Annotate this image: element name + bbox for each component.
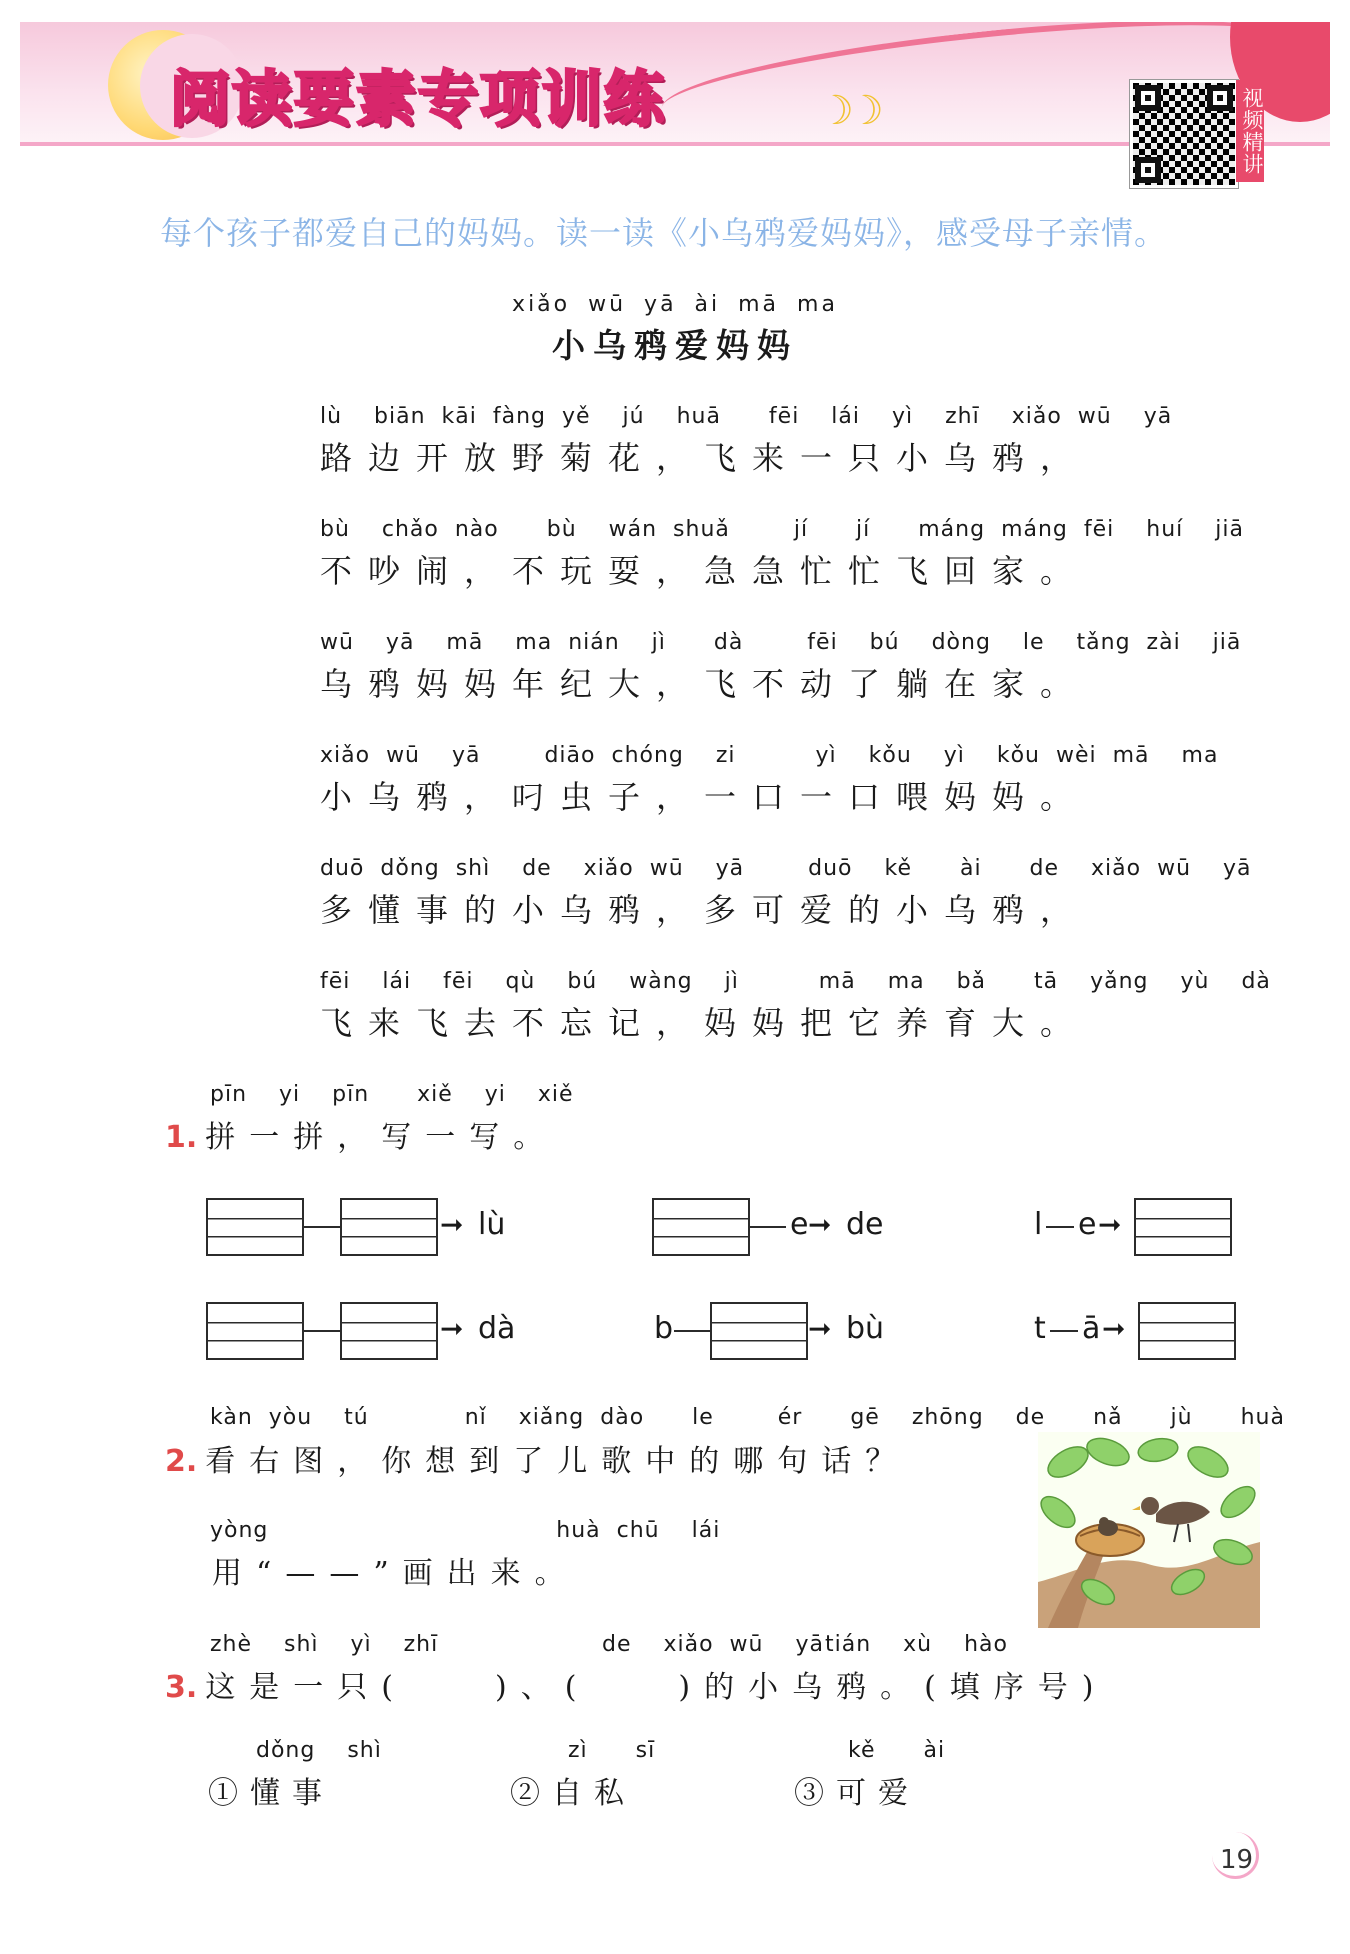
writing-box[interactable] — [206, 1198, 304, 1256]
workbook-page: 阅读要素专项训练 ☽☽ 视频精讲 每个孩子都爱自己的妈妈。读一读《小乌鸦爱妈妈》，感受母子亲情。 xiǎo wū yā ài mā ma 小乌鸦爱妈妈 lù biān kāi fàng yě jú huā fēi lái yì zhī xiǎo wū yā 路边开放野菊花，飞来一只小乌鸦， bù chǎo nào bù wán shuǎ jí jí máng máng fēi huí jiā 不吵闹，不玩耍，急急忙忙飞回家。 wū yā mā ma nián jì dà fēi bú dòng le tǎng zài jiā 乌鸦妈妈年纪大，飞不动了躺在家。 xiǎo wū yā diāo chóng zi yì kǒu yì kǒu wèi mā ma 小乌鸦，叼虫子，一口一口喂妈妈。 duō dǒng shì de xiǎo wū yā duō kě ài de xiǎo wū yā 多懂事的小乌鸦，多可爱的小乌鸦， fēi lái fēi qù bú wàng jì mā ma bǎ tā yǎng yù dà 飞来飞去不忘记，妈妈把它养育大。 pīn yi pīn xiě yi xiě 1. 拼一拼，写一写。 ➞ lù e ➞ de l e ➞ ➞ dà b ➞ bù t ā ➞ kàn yòu tú nǐ xiǎng dào le ér gē zhōng de nǎ jù huà 2. 看右图，你想到了儿歌中的哪句话？ yòng huà chū lái 用“——”画出来。 zhè shì yì zhī de xiǎo wū yā tián xù hào 3. 这是一只( )、( )的小乌鸦。(填序号) dǒng shì ①懂事 zì sī ②自私 kě ài ③可爱 19 — [0, 0, 1350, 1954]
arrow-icon: ➞ — [808, 1312, 832, 1345]
page-title: 阅读要素专项训练 — [170, 65, 666, 135]
question-number: 1. — [165, 1120, 198, 1155]
poem-line: duō dǒng shì de xiǎo wū yā duō kě ài de xiǎo wū yā 多懂事的小乌鸦，多可爱的小乌鸦， — [320, 856, 1252, 929]
poem-title-pinyin: xiǎo wū yā ài mā ma — [512, 292, 838, 317]
poem-line: xiǎo wū yā diāo chóng zi yì kǒu yì kǒu wèi mā ma 小乌鸦，叼虫子，一口一口喂妈妈。 — [320, 743, 1219, 816]
q2-pinyin: kàn yòu tú nǐ xiǎng dào le ér gē zhōng de nǎ jù huà — [210, 1405, 1285, 1430]
question-number: 2. — [165, 1444, 198, 1479]
arrow-icon: ➞ — [440, 1312, 464, 1345]
poem-title: 小乌鸦爱妈妈 — [552, 326, 798, 365]
writing-box[interactable] — [206, 1302, 304, 1360]
q2-pinyin-2: yòng huà chū lái — [210, 1518, 721, 1543]
option-dongshi[interactable]: ①懂事 — [208, 1776, 334, 1811]
arrow-icon: ➞ — [1098, 1208, 1122, 1241]
qr-code-icon[interactable] — [1130, 80, 1238, 188]
writing-box[interactable] — [340, 1302, 438, 1360]
q3-pinyin-a: zhè shì yì zhī — [210, 1632, 439, 1657]
question-number: 3. — [165, 1670, 198, 1705]
writing-box[interactable] — [710, 1302, 808, 1360]
intro-text: 每个孩子都爱自己的妈妈。读一读《小乌鸦爱妈妈》，感受母子亲情。 — [160, 214, 1168, 252]
option-zisi[interactable]: ②自私 — [510, 1776, 636, 1811]
question-3: 3. 这是一只( )、( )的小乌鸦。(填序号) — [165, 1670, 1108, 1705]
question-2-line-2: 用“——”画出来。 — [212, 1556, 579, 1591]
arrow-icon: ➞ — [1102, 1312, 1126, 1345]
writing-box[interactable] — [1134, 1198, 1232, 1256]
q1-pinyin: pīn yi pīn xiě yi xiě — [210, 1082, 574, 1107]
question-2: 2. 看右图，你想到了儿歌中的哪句话？ — [165, 1444, 910, 1479]
crow-nest-illustration — [1038, 1432, 1260, 1628]
option-keai[interactable]: ③可爱 — [794, 1776, 920, 1811]
poem-line: bù chǎo nào bù wán shuǎ jí jí máng máng fēi huí jiā 不吵闹，不玩耍，急急忙忙飞回家。 — [320, 517, 1244, 590]
page-number: 19 — [1220, 1845, 1254, 1875]
poem-line: wū yā mā ma nián jì dà fēi bú dòng le tǎng zài jiā 乌鸦妈妈年纪大，飞不动了躺在家。 — [320, 630, 1242, 703]
poem-line: fēi lái fēi qù bú wàng jì mā ma bǎ tā yǎng yù dà 飞来飞去不忘记，妈妈把它养育大。 — [320, 969, 1271, 1042]
q3-pinyin-c: tián xù hào — [825, 1632, 1008, 1657]
arrow-icon: ➞ — [808, 1208, 832, 1241]
poem-line: lù biān kāi fàng yě jú huā fēi lái yì zhī xiǎo wū yā 路边开放野菊花，飞来一只小乌鸦， — [320, 404, 1173, 477]
q3-pinyin-b: de xiǎo wū yā — [602, 1632, 824, 1657]
decorative-moons: ☽☽ — [818, 88, 878, 134]
question-1: 1. 拼一拼，写一写。 — [165, 1120, 558, 1155]
arrow-icon: ➞ — [440, 1208, 464, 1241]
writing-box[interactable] — [1138, 1302, 1236, 1360]
writing-box[interactable] — [652, 1198, 750, 1256]
video-label[interactable]: 视频精讲 — [1236, 80, 1264, 182]
writing-box[interactable] — [340, 1198, 438, 1256]
